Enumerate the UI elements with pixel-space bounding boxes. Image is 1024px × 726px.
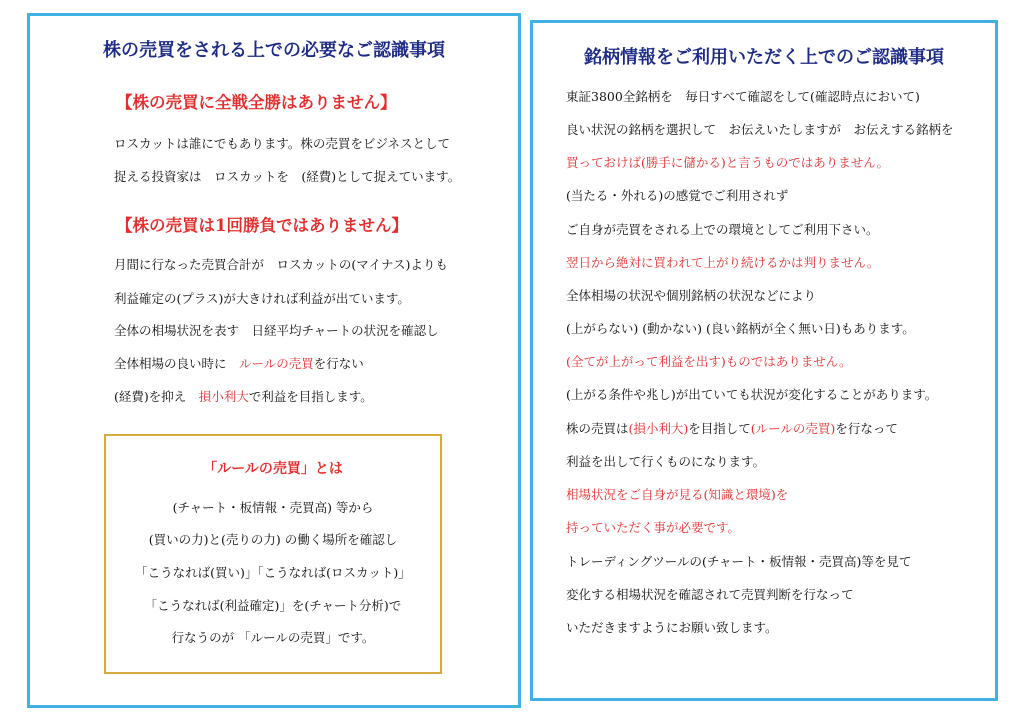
rule-box-line: (買いの力)と(売りの力) の働く場所を確認し: [148, 532, 398, 547]
text-line: 変化する相場状況を確認されて売買判断を行なって: [566, 587, 854, 602]
text-line: (上がらない) (動かない) (良い銘柄が全く無い日)もあります。: [566, 321, 915, 336]
text-fragment: 株の売買は: [566, 421, 629, 436]
text-line: 東証3800全銘柄を 毎日すべて確認をして(確認時点において): [566, 89, 920, 104]
text-line-emphasis: 翌日から絶対に買われて上がり続けるかは判りません。: [566, 255, 880, 270]
text-line: ロスカットは誰にでもあります。株の売買をビジネスとして: [114, 136, 451, 151]
text-fragment: を行ない: [313, 356, 364, 371]
text-line: 捉える投資家は ロスカットを (経費)として捉えています。: [114, 169, 461, 184]
heading-no-perfect-record: 【株の売買に全戦全勝はありません】: [116, 93, 397, 112]
rule-box-line: 行なうのが 「ルールの売買」です。: [171, 630, 375, 645]
right-title: 銘柄情報をご利用いただく上でのご認識事項: [584, 47, 944, 68]
emphasis-small-loss-big-profit: 損小利大: [198, 389, 249, 404]
text-line: 全体相場の状況や個別銘柄の状況などにより: [566, 288, 817, 303]
text-line-emphasis: (全てが上がって利益を出す)ものではありません。: [566, 354, 852, 369]
text-line: 良い状況の銘柄を選択して お伝えいたしますが お伝えする銘柄を: [566, 122, 954, 137]
emphasis-rule-trading: ルールの売買: [239, 356, 314, 371]
text-line: 月間に行なった売買合計が ロスカットの(マイナス)よりも: [114, 257, 448, 272]
text-line: 利益確定の(プラス)が大きければ利益が出ています。: [114, 291, 410, 306]
rule-box-title: 「ルールの売買」とは: [203, 461, 343, 477]
text-line: [114, 358, 364, 371]
text-line: (上がる条件や兆し)が出ていても状況が変化することがあります。: [566, 387, 938, 402]
emphasis-rule-trading: (ルールの売買): [750, 421, 836, 436]
text-line: (当たる・外れる)の感覚でご利用されず: [566, 188, 789, 203]
text-fragment: 全体相場の良い時に: [114, 356, 240, 371]
text-fragment: で利益を目指します。: [248, 389, 373, 404]
text-line-emphasis: 持っていただく事が必要です。: [566, 520, 741, 535]
text-line-emphasis: 買っておけば(勝手に儲かる)と言うものではありません。: [566, 155, 890, 170]
text-fragment: を目指して: [688, 421, 751, 436]
text-line-emphasis: 相場状況をご自身が見る(知識と環境)を: [566, 487, 789, 502]
text-fragment: (経費)を抑え: [114, 389, 199, 404]
text-line: [114, 391, 373, 404]
text-line: [566, 423, 898, 436]
rule-trading-box: [104, 434, 442, 674]
text-line: ご自身が売買をされる上での環境としてご利用下さい。: [566, 222, 879, 237]
text-line: いただきますようにお願い致します。: [566, 620, 778, 635]
heading-not-one-shot: 【株の売買は1回勝負ではありません】: [116, 216, 408, 235]
emphasis-small-loss-big-profit: (損小利大): [628, 421, 689, 436]
rule-box-line: (チャート・板情報・売買高) 等から: [172, 500, 374, 515]
text-line: トレーディングツールの(チャート・板情報・売買高)等を見て: [566, 554, 912, 569]
text-line: 全体の相場状況を表す 日経平均チャートの状況を確認し: [114, 323, 439, 338]
rule-box-line: 「こうなれば(利益確定)」を(チャート分析)で: [144, 598, 402, 613]
rule-box-line: 「こうなれば(買い)」「こうなれば(ロスカット)」: [135, 565, 411, 580]
text-line: 利益を出して行くものになります。: [566, 454, 766, 469]
left-title: 株の売買をされる上での必要なご認識事項: [103, 40, 445, 61]
text-fragment: を行なって: [835, 421, 898, 436]
right-panel: [530, 20, 998, 701]
